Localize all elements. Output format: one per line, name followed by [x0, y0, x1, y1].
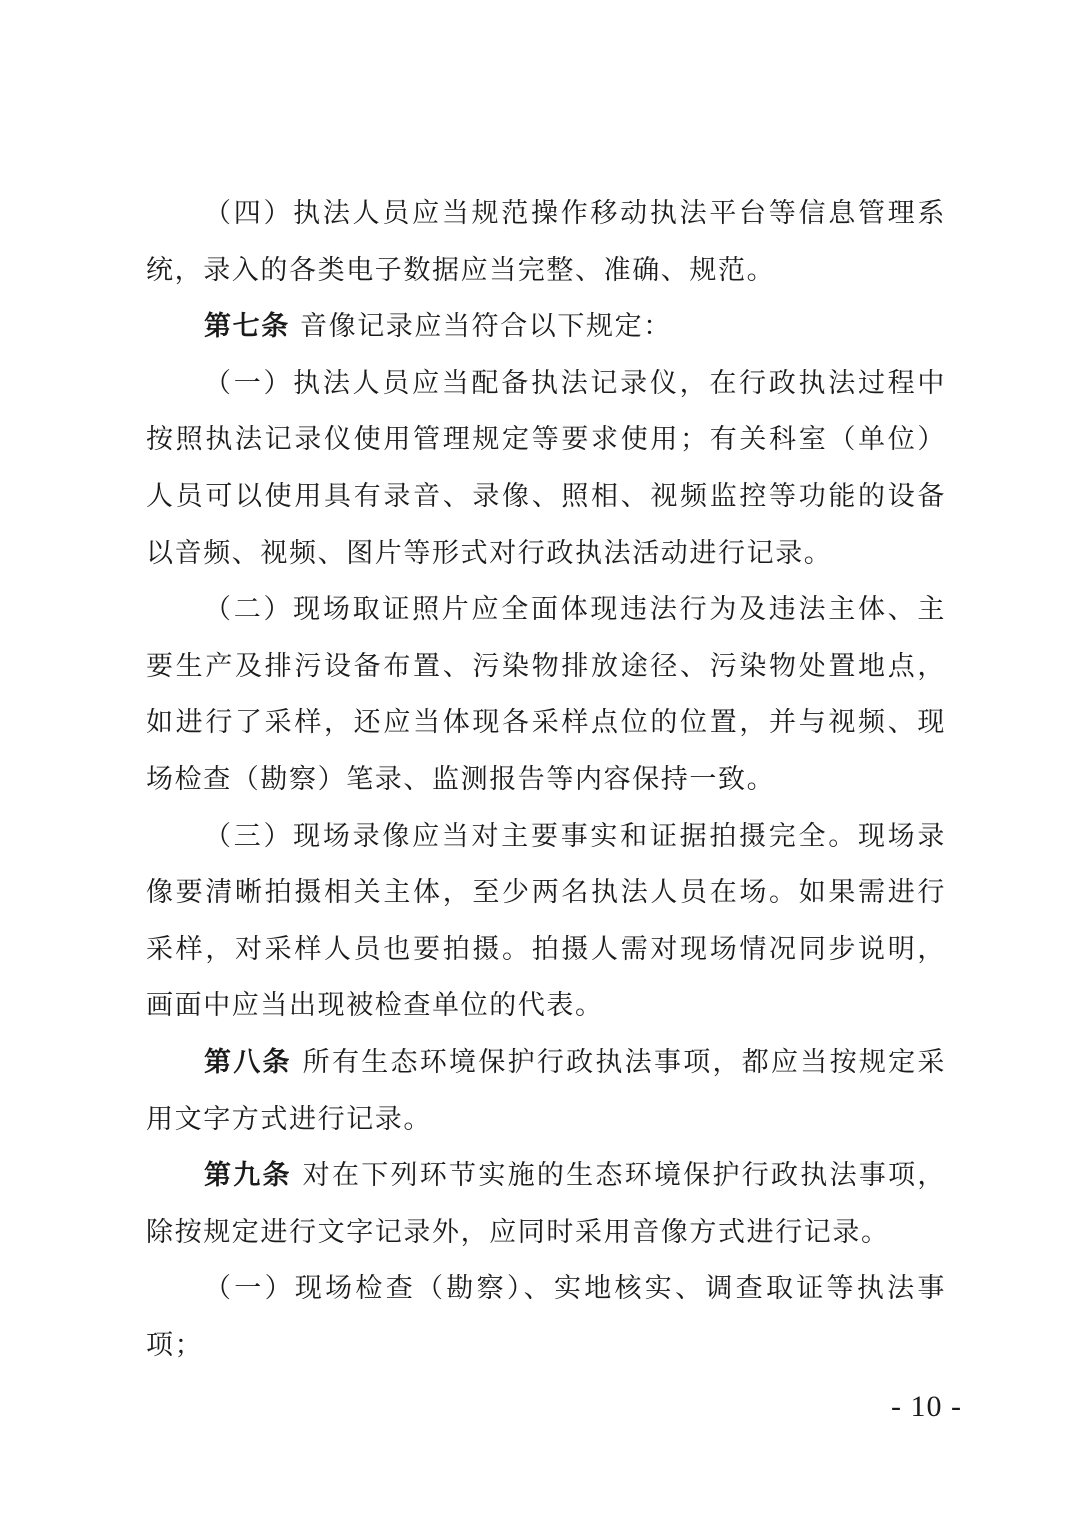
article-9 [146, 1148, 946, 1261]
article-7-item-2 [146, 582, 946, 808]
article-7-item-3 [146, 809, 946, 1035]
paragraph-text: 对在下列环节实施的生态环境保护行政执法事项，除按规定进行文字记录外，应同时采用音像方式进行记录。 [146, 1160, 946, 1248]
page-number: - 10 - [891, 1390, 962, 1423]
article-9-item-1 [146, 1261, 946, 1374]
paragraph-text: （二）现场取证照片应全面体现违法行为及违法主体、主要生产及排污设备布置、污染物排放途径、污染物处置地点，如进行了采样，还应当体现各采样点位的位置，并与视频、现场检查（勘察）笔录、监测报告等内容保持一致。 [146, 594, 946, 795]
paragraph-4-system-entry [146, 186, 946, 299]
paragraph-text: 音像记录应当符合以下规定： [289, 311, 672, 343]
article-label: 第七条 [204, 311, 290, 343]
paragraph-text: （一）执法人员应当配备执法记录仪，在行政执法过程中按照执法记录仪使用管理规定等要求使用；有关科室（单位）人员可以使用具有录音、录像、照相、视频监控等功能的设备以音频、视频、图片等形式对行政执法活动进行记录。 [146, 367, 946, 569]
article-8 [146, 1035, 946, 1148]
paragraph-text: （一）现场检查（勘察）、实地核实、调查取证等执法事项； [146, 1273, 946, 1361]
paragraph-text: （三）现场录像应当对主要事实和证据拍摄完全。现场录像要清晰拍摄相关主体，至少两名执法人员在场。如果需进行采样，对采样人员也要拍摄。拍摄人需对现场情况同步说明，画面中应当出现被检查单位的代表。 [146, 820, 946, 1022]
paragraph-text: 所有生态环境保护行政执法事项，都应当按规定采用文字方式进行记录。 [146, 1046, 946, 1135]
paragraph-text: （四）执法人员应当规范操作移动执法平台等信息管理系统，录入的各类电子数据应当完整、准确、规范。 [146, 198, 946, 286]
article-7-item-1 [146, 356, 946, 582]
article-7-heading [146, 299, 946, 356]
document-body [146, 186, 946, 1374]
article-label: 第八条 [204, 1046, 292, 1078]
article-label: 第九条 [204, 1160, 292, 1192]
